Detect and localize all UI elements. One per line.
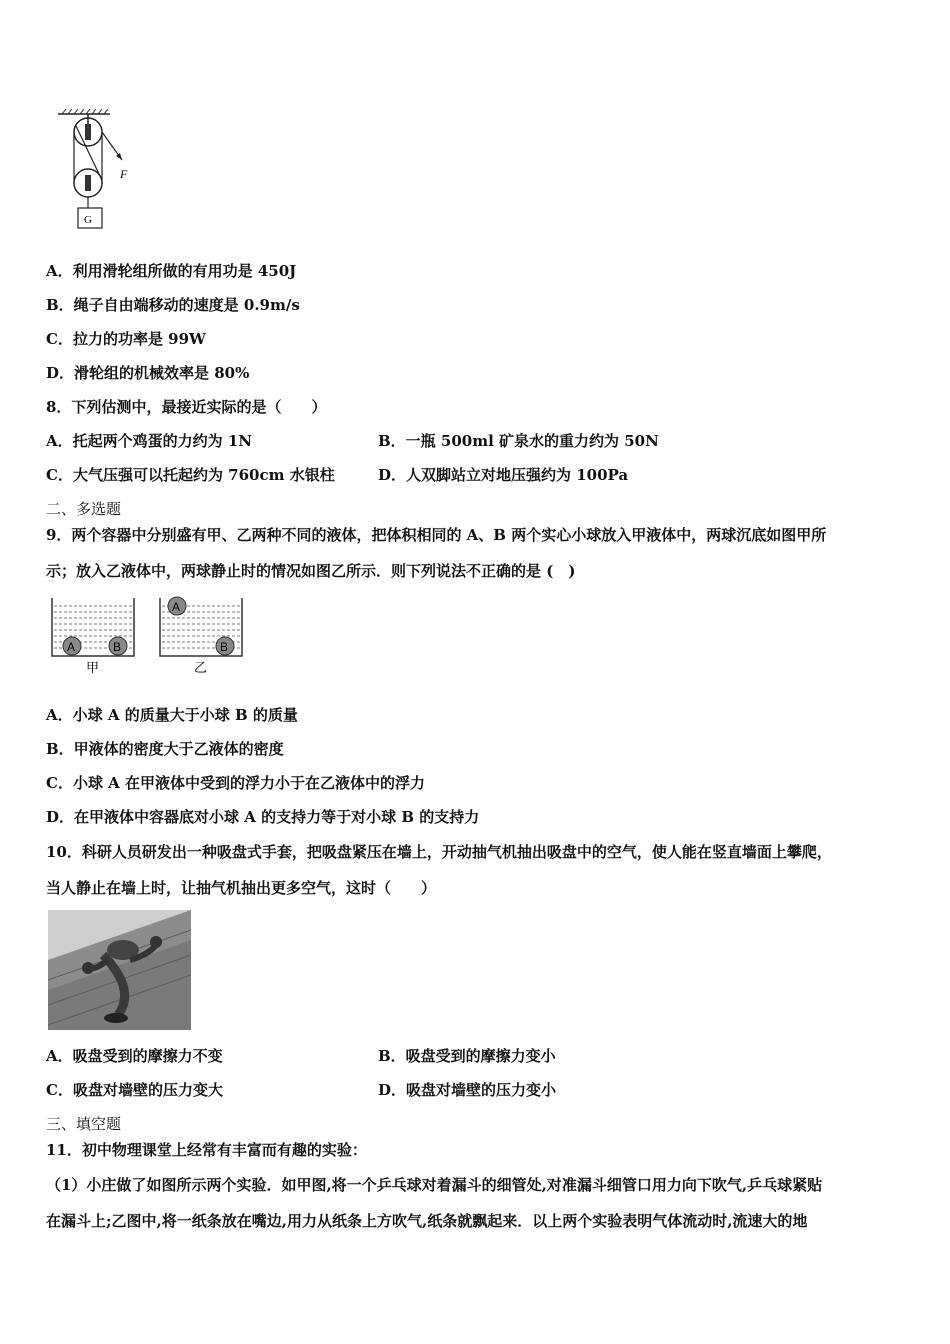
q7-option-c: C．拉力的功率是 99W xyxy=(46,330,206,348)
section-heading-fill-blank: 三、填空题 xyxy=(46,1115,122,1133)
q7-option-b: B．绳子自由端移动的速度是 0.9m/s xyxy=(46,296,300,314)
section-heading-multiple-choice: 二、多选题 xyxy=(46,500,122,518)
force-label: F xyxy=(120,167,128,181)
q10-option-a: A．吸盘受到的摩擦力不变 xyxy=(46,1047,223,1065)
q8-option-a: A．托起两个鸡蛋的力约为 1N xyxy=(46,432,253,450)
label-yi: 乙 xyxy=(194,661,208,676)
q9-stem-line2: 示；放入乙液体中，两球静止时的情况如图乙所示．则下列说法不正确的是 ( ) xyxy=(46,562,576,580)
q8-option-b: B．一瓶 500ml 矿泉水的重力约为 50N xyxy=(378,432,659,450)
ball-a-in-yi: A xyxy=(172,600,181,614)
climber-photo xyxy=(48,910,191,1030)
containers-figure xyxy=(50,594,250,676)
q8-option-d: D．人双脚站立对地压强约为 100Pa xyxy=(378,466,629,484)
q8-option-c: C．大气压强可以托起约为 760cm 水银柱 xyxy=(46,466,335,484)
q11-part1-line1: （1）小庄做了如图所示两个实验．如甲图,将一个乒乓球对着漏斗的细管处,对准漏斗细管口用力向下吹气,乒乓球紧贴 xyxy=(46,1176,823,1194)
label-jia: 甲 xyxy=(86,661,100,676)
q11-stem: 11．初中物理课堂上经常有丰富而有趣的实验： xyxy=(46,1141,367,1159)
q10-stem-line1: 10．科研人员研发出一种吸盘式手套，把吸盘紧压在墙上，开动抽气机抽出吸盘中的空气，使人能在竖直墙面上攀爬， xyxy=(46,843,832,861)
ball-b-in-jia: B xyxy=(113,640,122,654)
q10-option-c: C．吸盘对墙壁的压力变大 xyxy=(46,1081,223,1099)
q9-option-a: A．小球 A 的质量大于小球 B 的质量 xyxy=(46,706,298,724)
q10-option-b: B．吸盘受到的摩擦力变小 xyxy=(378,1047,556,1065)
q9-stem-line1: 9．两个容器中分别盛有甲、乙两种不同的液体，把体积相同的 A、B 两个实心小球放入甲液体中，两球沉底如图甲所 xyxy=(46,526,827,544)
pulley-figure xyxy=(56,108,140,234)
q9-option-d: D．在甲液体中容器底对小球 A 的支持力等于对小球 B 的支持力 xyxy=(46,808,480,826)
q10-option-d: D．吸盘对墙壁的压力变小 xyxy=(378,1081,557,1099)
q7-option-d: D．滑轮组的机械效率是 80% xyxy=(46,364,250,382)
q9-option-c: C．小球 A 在甲液体中受到的浮力小于在乙液体中的浮力 xyxy=(46,774,426,792)
ball-b-in-yi: B xyxy=(220,640,229,654)
q7-option-a: A．利用滑轮组所做的有用功是 450J xyxy=(46,262,297,280)
q10-stem-line2: 当人静止在墙上时，让抽气机抽出更多空气，这时（ ） xyxy=(46,879,437,897)
q8-stem: 8．下列估测中，最接近实际的是（ ） xyxy=(46,398,327,416)
ball-a-in-jia: A xyxy=(67,640,76,654)
weight-label: G xyxy=(84,214,92,226)
q9-option-b: B．甲液体的密度大于乙液体的密度 xyxy=(46,740,284,758)
q11-part1-line2: 在漏斗上;乙图中,将一纸条放在嘴边,用力从纸条上方吹气,纸条就飘起来．以上两个实验表明气体流动时,流速大的地 xyxy=(46,1212,808,1230)
